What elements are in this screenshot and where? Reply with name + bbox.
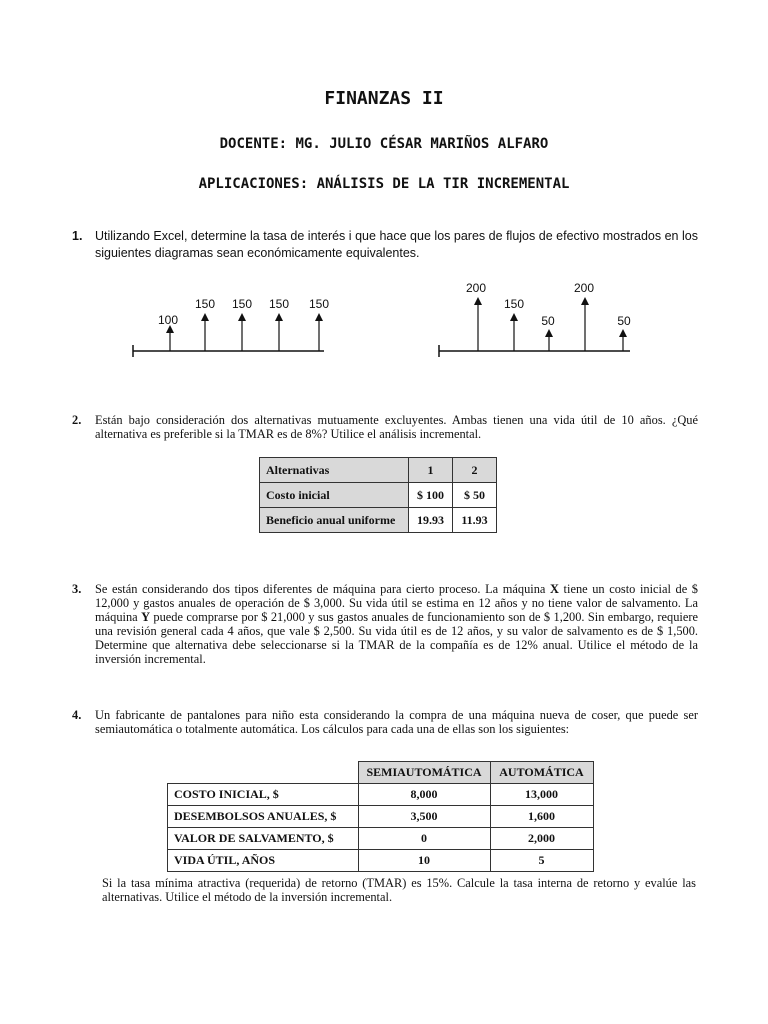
table-row-label: Beneficio anual uniforme <box>260 508 409 533</box>
cash-flow-label: 150 <box>194 297 216 311</box>
table-row-label: COSTO INICIAL, $ <box>168 784 359 806</box>
table-header-cell: SEMIAUTOMÁTICA <box>358 762 490 784</box>
table-row <box>168 784 594 806</box>
alternatives-table <box>259 457 497 533</box>
cash-flow-arrow <box>232 297 252 351</box>
table-corner-cell <box>168 762 359 784</box>
cash-flow-arrow <box>269 297 289 351</box>
question-1 <box>72 228 698 262</box>
question-number: 4. <box>72 708 82 722</box>
question-number: 2. <box>72 413 82 427</box>
table-cell: 11.93 <box>453 508 497 533</box>
table-cell: 5 <box>490 850 593 872</box>
question-3 <box>72 582 698 666</box>
cash-flow-diagram-b <box>434 275 634 360</box>
cash-flow-arrow <box>574 281 594 351</box>
question-number: 3. <box>72 582 82 596</box>
cash-flow-arrow <box>504 297 524 351</box>
cash-flow-label: 200 <box>465 281 487 295</box>
table-cell: $ 50 <box>453 483 497 508</box>
table-row-label: VIDA ÚTIL, AÑOS <box>168 850 359 872</box>
table-cell: 3,500 <box>358 806 490 828</box>
table-row <box>168 806 594 828</box>
cash-flow-label: 150 <box>231 297 253 311</box>
table-cell: 19.93 <box>409 508 453 533</box>
cash-flow-label: 150 <box>268 297 290 311</box>
table-row <box>168 828 594 850</box>
table-cell: 0 <box>358 828 490 850</box>
cash-flow-label: 50 <box>617 314 631 328</box>
table-header-row <box>260 458 497 483</box>
machines-table <box>167 761 594 872</box>
machine-y-label: Y <box>141 610 151 624</box>
table-cell: 10 <box>358 850 490 872</box>
cash-flow-label: 150 <box>503 297 525 311</box>
cash-flow-arrow <box>309 297 329 351</box>
table-cell: $ 100 <box>409 483 453 508</box>
table-header-cell: 1 <box>409 458 453 483</box>
cash-flow-arrow <box>617 314 631 351</box>
machine-x-label: X <box>550 582 559 596</box>
table-cell: 2,000 <box>490 828 593 850</box>
table-header-row <box>168 762 594 784</box>
table-header-cell: AUTOMÁTICA <box>490 762 593 784</box>
table-cell: 8,000 <box>358 784 490 806</box>
text-run: tiene un costo inicial de $ 12,000 y gastos anuales de operación de $ 3,000. Su vida útil se estima en 12 años y no tiene valor de salvamento. La máquina <box>95 582 698 624</box>
question-text: Utilizando Excel, determine la tasa de interés i que hace que los pares de flujos de efectivo mostrados en los siguientes diagramas sean económicamente equivalentes. <box>95 229 698 260</box>
table-row <box>260 483 497 508</box>
text-run: puede comprarse por $ 21,000 y sus gastos anuales de funcionamiento son de $ 1,200. Sin embargo, requiere una revisión general cada 4 años, que vale $ 2,500. Su vida útil es de 12 años, y su valor de salvamento es de $ 1,500. Determine que alternativa debe seleccionarse si la TMAR de la compañía es de 12% anual. Utilice el método de la inversión incremental. <box>95 610 698 666</box>
table-header-cell: 2 <box>453 458 497 483</box>
question-text <box>95 582 698 666</box>
cash-flow-arrow <box>195 297 215 351</box>
cash-flow-label: 100 <box>157 313 179 327</box>
table-row <box>260 508 497 533</box>
cash-flow-arrow <box>541 314 555 351</box>
text-run: Se están considerando dos tipos diferentes de máquina para cierto proceso. La máquina <box>95 582 551 596</box>
cash-flow-label: 50 <box>541 314 555 328</box>
table-row <box>168 850 594 872</box>
question-2 <box>72 413 698 441</box>
question-number: 1. <box>72 229 83 243</box>
table-cell: 1,600 <box>490 806 593 828</box>
question-text: Están bajo consideración dos alternativas mutuamente excluyentes. Ambas tienen una vida útil de 10 años. ¿Qué alternativa es preferible si la TMAR es de 8%? Utilice el análisis incremental. <box>95 413 698 441</box>
table-row-label: VALOR DE SALVAMENTO, $ <box>168 828 359 850</box>
table-header-cell: Alternativas <box>260 458 409 483</box>
teacher-line: DOCENTE: MG. JULIO CÉSAR MARIÑOS ALFARO <box>219 136 549 152</box>
cash-flow-label: 150 <box>308 297 330 311</box>
page-subtitle: APLICACIONES: ANÁLISIS DE LA TIR INCREMENTAL <box>198 176 570 192</box>
cash-flow-arrow <box>466 281 486 351</box>
cash-flow-arrow <box>158 313 178 351</box>
cash-flow-diagram-a <box>128 275 328 360</box>
question-text: Un fabricante de pantalones para niño esta considerando la compra de una máquina nueva de coser, que puede ser semiautomática o totalmente automática. Los cálculos para cada una de ellas son los siguientes: <box>95 708 698 736</box>
question-4 <box>72 708 698 736</box>
table-cell: 13,000 <box>490 784 593 806</box>
cash-flow-label: 200 <box>573 281 595 295</box>
table-row-label: Costo inicial <box>260 483 409 508</box>
table-row-label: DESEMBOLSOS ANUALES, $ <box>168 806 359 828</box>
page-title: FINANZAS II <box>324 88 444 109</box>
question-4-note: Si la tasa mínima atractiva (requerida) de retorno (TMAR) es 15%. Calcule la tasa interna de retorno y evalúe las alternativas. Utilice el método de la inversión incremental. <box>102 876 696 904</box>
